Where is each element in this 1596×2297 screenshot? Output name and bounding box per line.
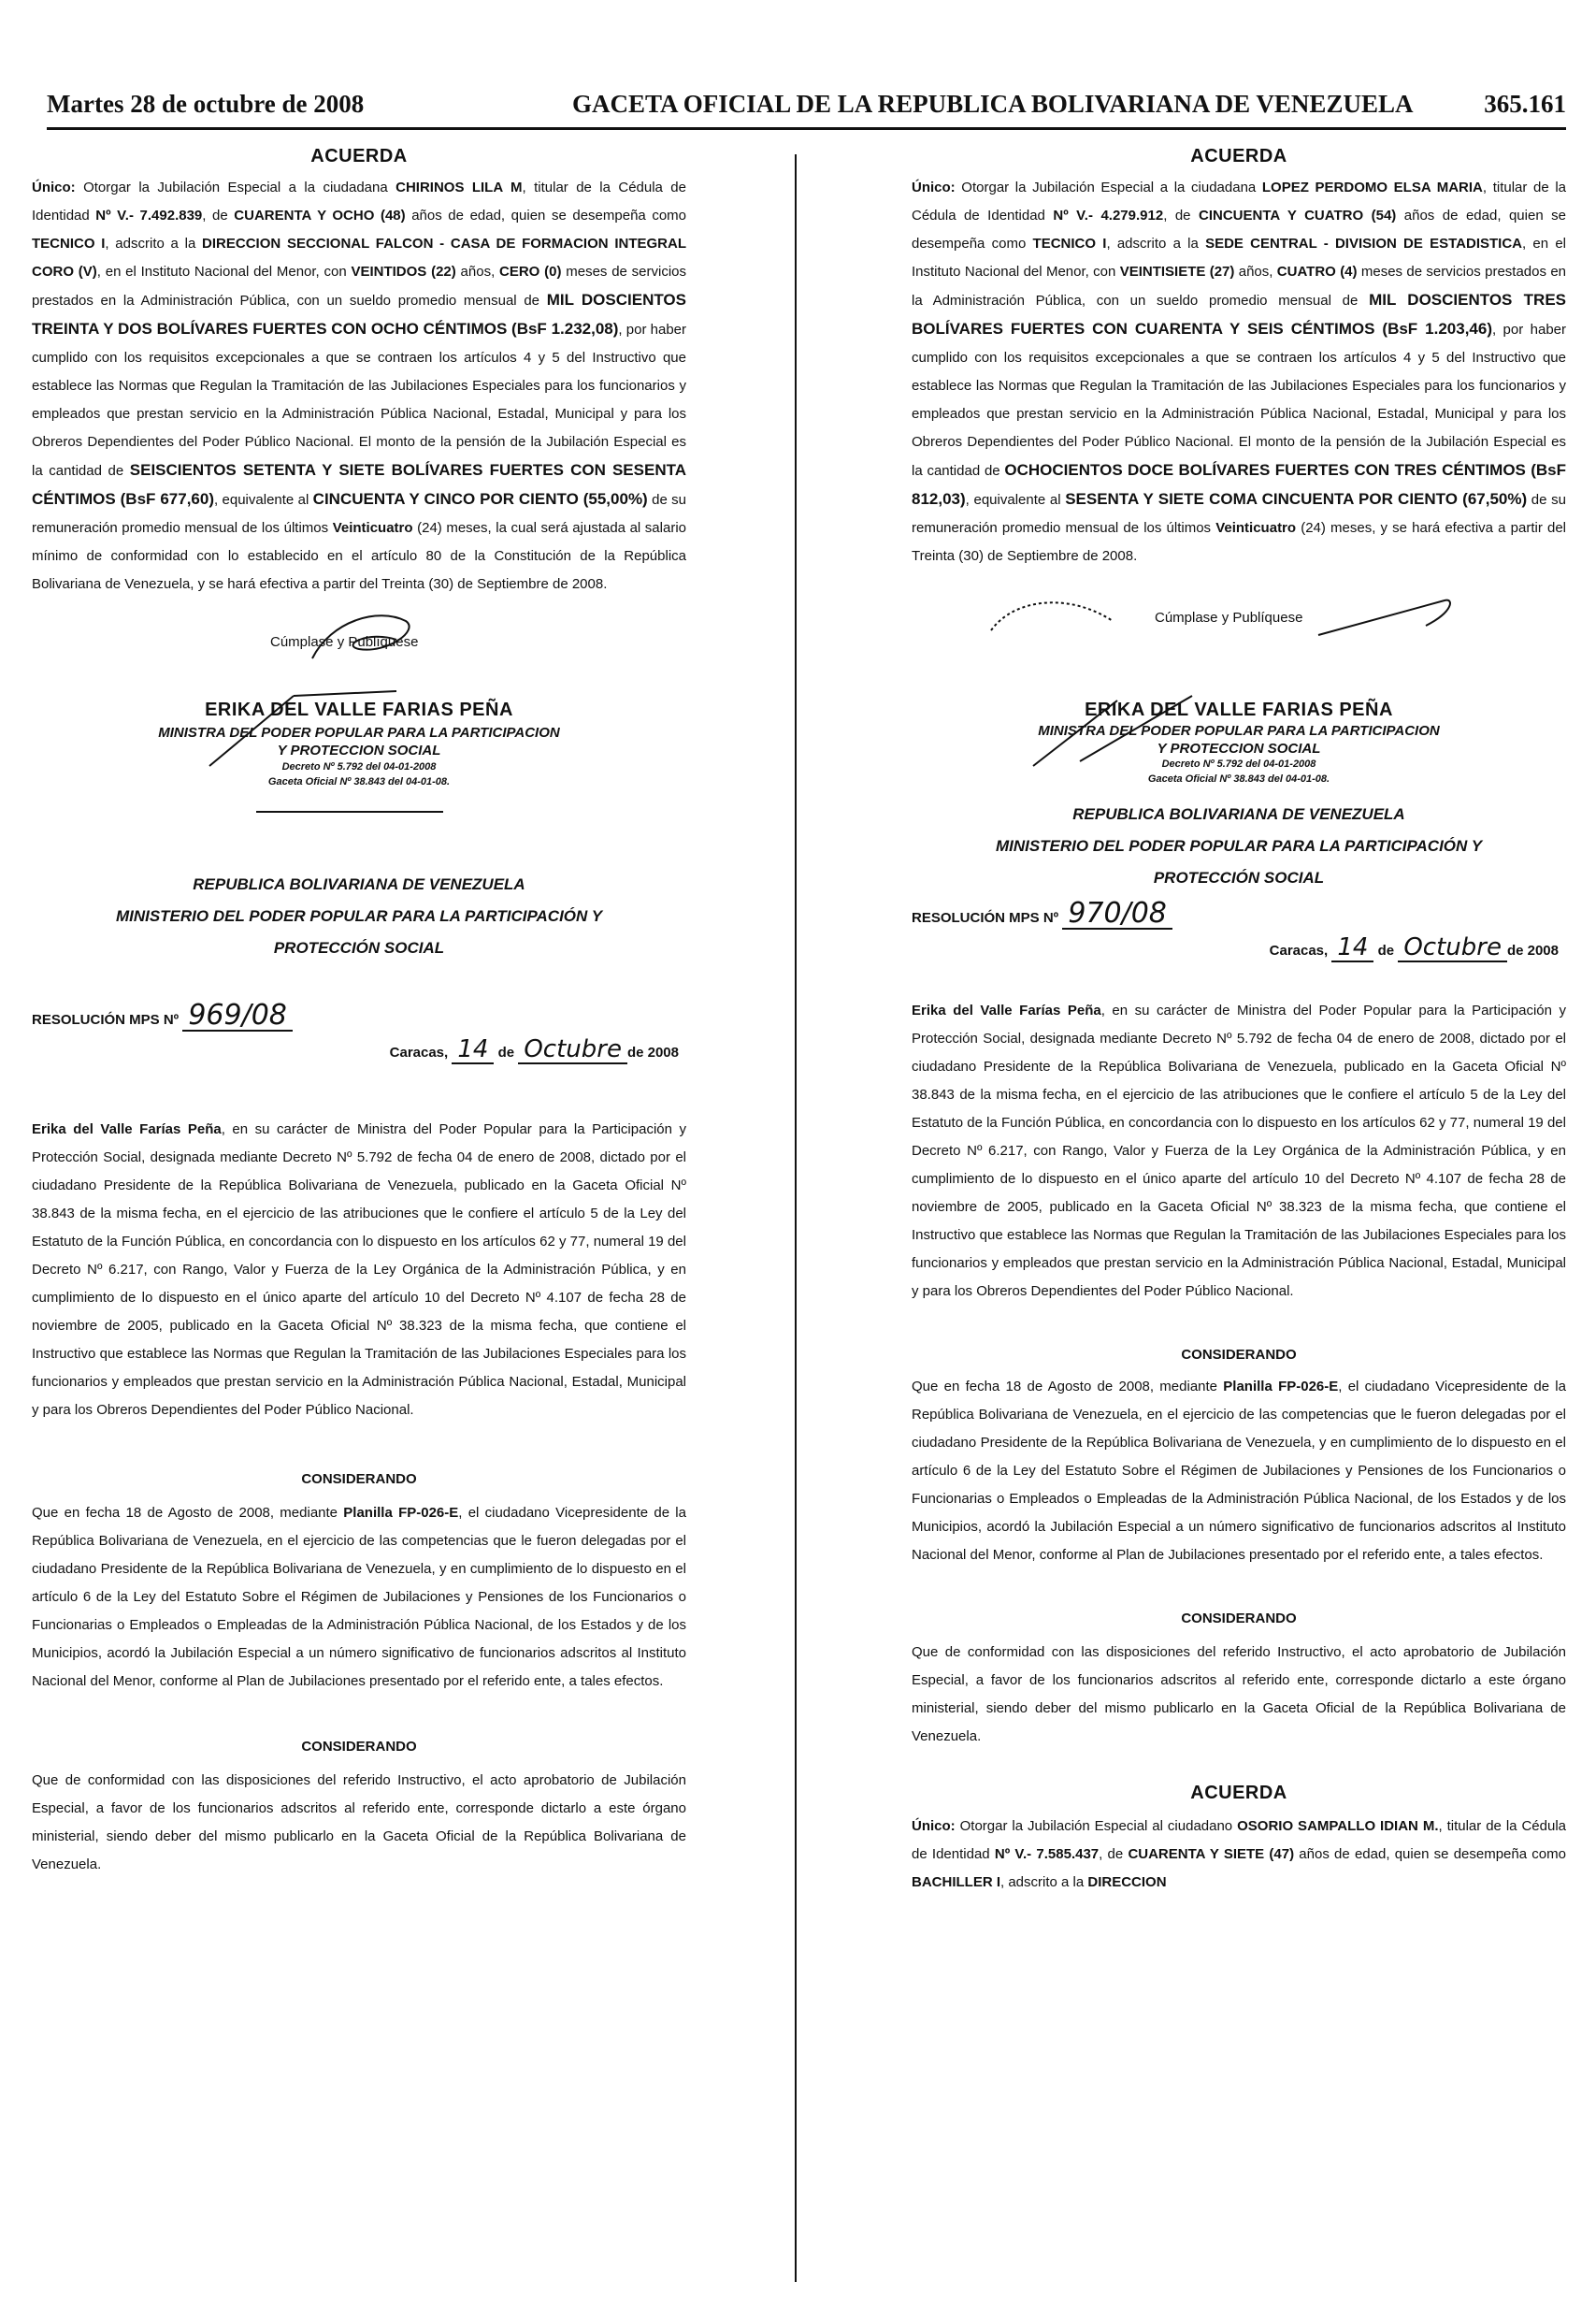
text-run: meses de servicios prestados en la Administración Pública, con un sueldo promedio mensual de	[32, 264, 687, 309]
months-word: Veinticuatro	[332, 520, 413, 536]
text-run: , en su carácter de Ministra del Poder Popular para la Participación y Protección Social, designada mediante Decreto Nº 5.792 de fecha 04 de enero de 2008, dictado por el ciudadano Presidente de la República Bolivariana de Venezuela, publicado en la Gaceta Oficial Nº 38.843 de la misma fecha, en el ejercicio de las atribuciones que le confiere el artículo 5 de la Ley del Estatuto de la Función Pública, en concordancia con lo dispuesto en los artículos 62 y 77, numeral 19 del Decreto Nº 6.217, con Rango, Valor y Fuerza de la Ley Orgánica de la Administración Pública, y en cumplimiento de lo dispuesto en el único aparte del artículo 10 del Decreto Nº 4.107 de fecha 28 de noviembre de 2005, publicado en la Gaceta Oficial Nº 38.323 de la misma fecha, que contiene el Instructivo que establece las Normas que Regulan la Tramitación de las Jubilaciones Especiales para los funcionarios y empleados que prestan servicio en la Administración Pública Nacional, Estadal, Municipal y para los Obreros Dependientes del Poder Público Nacional.	[32, 1121, 686, 1418]
text-run: años de edad, quien se desempeña como	[405, 208, 687, 224]
pension-percentage: SESENTA Y SIETE COMA CINCUENTA POR CIENTO (67,50%)	[1065, 490, 1528, 508]
text-run: , el ciudadano Vicepresidente de la República Bolivariana de Venezuela, en el ejercicio de las competencias que le fueron delegadas por el ciudadano Presidente de la República Bolivariana de Venezuela, y en cumplimiento de lo dispuesto en el artículo 6 de la Ley del Estatuto Sobre el Régimen de Jubilaciones y Pensiones de los Funcionarios o Funcionarias o Empleados o Empleadas de la Administración Pública Nacional, de los Estados y de los Municipios, acordó la Jubilación Especial a un número significativo de funcionarios adscritos al Instituto Nacional del Menor, conforme al Plan de Jubilaciones presentado por el referido ente, a tales efectos.	[912, 1379, 1566, 1563]
unico-label: Único:	[32, 180, 76, 195]
text-run: de su remuneración promedio mensual de los últimos	[32, 492, 686, 536]
republic-title: REPUBLICA BOLIVARIANA DE VENEZUELA	[193, 875, 525, 893]
unico-paragraph	[912, 174, 1566, 571]
department: DIRECCION	[1087, 1874, 1167, 1890]
column-divider	[795, 154, 797, 2282]
signature-hook-icon	[1314, 593, 1463, 640]
resolution-label: RESOLUCIÓN MPS Nº	[912, 910, 1059, 926]
average-salary: MIL DOSCIENTOS TREINTA Y DOS BOLÍVARES FUERTES CON OCHO CÉNTIMOS (BsF 1.232,08)	[32, 291, 686, 338]
unico-label: Único:	[912, 1818, 956, 1834]
text-run: de	[1377, 943, 1395, 959]
resolution-number: 970/08	[1062, 900, 1172, 930]
age: CUARENTA Y SIETE (47)	[1128, 1846, 1295, 1862]
cumplase-text: Cúmplase y Publíquese	[1155, 610, 1303, 626]
resolution-line	[912, 897, 1566, 932]
text-run: , por haber cumplido con los requisitos excepcionales a que se contraen los artículos 4 y 5 del Instructivo que establece las Normas que Regulan la Tramitación de las Jubilaciones Especiales para los funcionarios y empleados que prestan servicio en la Administración Pública Nacional, Estadal, Municipal y para los Obreros Dependientes del Poder Público Nacional. El monto de la pensión de la Jubilación Especial es la cantidad de	[912, 322, 1566, 479]
unico-paragraph-2	[912, 1813, 1566, 1897]
considerando-paragraph-1	[912, 1373, 1566, 1569]
text-run: , de	[1163, 208, 1199, 224]
date-line	[32, 1036, 686, 1067]
id-number: Nº V.- 7.585.437	[994, 1846, 1100, 1862]
signature-arc-icon	[986, 593, 1127, 640]
acuerda-heading: ACUERDA	[1190, 146, 1287, 166]
position: TECNICO I	[32, 236, 106, 252]
ministry-title: MINISTERIO DEL PODER POPULAR PARA LA PARTICIPACIÓN Y	[115, 907, 603, 925]
city-label: Caracas,	[1269, 943, 1329, 959]
text-run: (24) meses, la cual será ajustada al salario mínimo de conformidad con lo establecido en el artículo 80 de la Constitución de la República Bolivariana de Venezuela, y se hará efectiva a partir del Treinta (30) de Septiembre de 2008.	[32, 520, 686, 592]
ministry-title-2: PROTECCIÓN SOCIAL	[273, 939, 445, 957]
text-run: , titular de la Cédula de Identidad	[912, 180, 1566, 224]
planilla-ref: Planilla FP-026-E	[1223, 1379, 1339, 1394]
ministry-title: MINISTERIO DEL PODER POPULAR PARA LA PARTICIPACIÓN Y	[995, 837, 1483, 855]
months-service: CERO (0)	[499, 264, 562, 280]
text-run: meses de servicios prestados en la Administración Pública, con un sueldo promedio mensual de	[912, 264, 1567, 309]
years-service: VEINTIDOS (22)	[351, 264, 456, 280]
signer-name: ERIKA DEL VALLE FARIAS PEÑA	[1085, 700, 1393, 720]
department: DIRECCION SECCIONAL FALCON - CASA DE FORMACION INTEGRAL CORO (V)	[32, 236, 686, 280]
considerando-heading: CONSIDERANDO	[1181, 1611, 1297, 1626]
department: SEDE CENTRAL - DIVISION DE ESTADISTICA	[1205, 236, 1523, 252]
considerando-paragraph-2: Que de conformidad con las disposiciones del referido Instructivo, el acto aprobatorio de Jubilación Especial, a favor de los funcionarios adscritos al referido ente, corresponde dictarlo a este órgano ministerial, siendo deber del mismo publicarlo en la Gaceta Oficial de la República Bolivariana de Venezuela.	[32, 1772, 686, 1872]
text-run: Otorgar la Jubilación Especial a la ciudadana	[955, 180, 1262, 195]
text-run: , adscrito a la	[105, 236, 203, 252]
text-run: años,	[455, 264, 500, 280]
months-service: CUATRO (4)	[1276, 264, 1358, 280]
header-rule	[47, 127, 1566, 130]
signer-title-1: MINISTRA DEL PODER POPULAR PARA LA PARTICIPACION	[158, 725, 560, 741]
left-column	[32, 140, 686, 1879]
age: CUARENTA Y OCHO (48)	[234, 208, 406, 224]
date-day: 14	[452, 1036, 494, 1064]
text-run: , en el Instituto Nacional del Menor, con	[912, 236, 1566, 280]
text-run: , titular de la Cédula de Identidad	[912, 1818, 1566, 1862]
signature-block	[32, 610, 686, 811]
age: CINCUENTA Y CUATRO (54)	[1199, 208, 1397, 224]
considerando-paragraph-2: Que de conformidad con las disposiciones del referido Instructivo, el acto aprobatorio de Jubilación Especial, a favor de los funcionarios adscritos al referido ente, corresponde dictarlo a este órgano ministerial, siendo deber del mismo publicarlo en la Gaceta Oficial de la República Bolivariana de Venezuela.	[912, 1644, 1566, 1744]
resolution-number: 969/08	[182, 1002, 293, 1032]
text-run: años,	[1234, 264, 1277, 280]
position: TECNICO I	[1032, 236, 1107, 252]
unico-paragraph	[32, 174, 686, 599]
erika-paragraph	[32, 1116, 686, 1424]
position: BACHILLER I	[912, 1874, 1000, 1890]
beneficiary-name: CHIRINOS LILA M	[395, 180, 523, 195]
average-salary: MIL DOSCIENTOS TRES BOLÍVARES FUERTES CON CUARENTA Y SEIS CÉNTIMOS (BsF 1.203,46)	[912, 291, 1567, 338]
date-line	[912, 934, 1566, 965]
years-service: VEINTISIETE (27)	[1119, 264, 1235, 280]
gazette-title: GACETA OFICIAL DE LA REPUBLICA BOLIVARIANA DE VENEZUELA	[572, 90, 1414, 118]
considerando-heading: CONSIDERANDO	[301, 1471, 417, 1487]
minister-name: Erika del Valle Farías Peña	[32, 1121, 222, 1137]
cumplase-text: Cúmplase y Publíquese	[270, 634, 419, 650]
text-run: Otorgar la Jubilación Especial a la ciudadana	[75, 180, 396, 195]
signer-gaceta: Gaceta Oficial Nº 38.843 del 04-01-08.	[267, 776, 451, 787]
text-run: de su remuneración promedio mensual de los últimos	[912, 492, 1566, 536]
date-year: de 2008	[626, 1045, 679, 1061]
resolution-label: RESOLUCIÓN MPS Nº	[32, 1012, 180, 1028]
unico-label: Único:	[912, 180, 956, 195]
issue-date: Martes 28 de octubre de 2008	[47, 90, 365, 118]
city-label: Caracas,	[389, 1045, 449, 1061]
text-run: Que en fecha 18 de Agosto de 2008, mediante	[32, 1505, 344, 1521]
signer-decreto: Decreto Nº 5.792 del 04-01-2008	[281, 761, 437, 773]
considerando-heading: CONSIDERANDO	[301, 1739, 417, 1755]
text-run: años de edad, quien se desempeña como	[1294, 1846, 1566, 1862]
signer-title-1: MINISTRA DEL PODER POPULAR PARA LA PARTICIPACION	[1038, 723, 1440, 739]
pension-amount: SEISCIENTOS SETENTA Y SIETE BOLÍVARES FUERTES CON SESENTA CÉNTIMOS (BsF 677,60)	[32, 461, 686, 508]
text-run: , equivalente al	[214, 492, 313, 508]
right-column	[912, 140, 1566, 1897]
acuerda-heading-2: ACUERDA	[1190, 1783, 1287, 1803]
months-word: Veinticuatro	[1215, 520, 1297, 536]
pension-percentage: CINCUENTA Y CINCO POR CIENTO (55,00%)	[312, 490, 648, 508]
beneficiary-name: LOPEZ PERDOMO ELSA MARIA	[1261, 180, 1483, 195]
signer-title-2: Y PROTECCION SOCIAL	[277, 743, 441, 758]
text-run: , de	[1099, 1846, 1129, 1862]
planilla-ref: Planilla FP-026-E	[343, 1505, 459, 1521]
text-run: (24) meses, y se hará efectiva a partir del Treinta (30) de Septiembre de 2008.	[912, 520, 1566, 564]
acuerda-heading: ACUERDA	[310, 146, 408, 166]
text-run: , el ciudadano Vicepresidente de la República Bolivariana de Venezuela, en el ejercicio de las competencias que le fueron delegadas por el ciudadano Presidente de la República Bolivariana de Venezuela, y en cumplimiento de lo dispuesto en el artículo 6 de la Ley del Estatuto Sobre el Régimen de Jubilaciones y Pensiones de los Funcionarios o Funcionarias o Empleados o Empleadas de la Administración Pública Nacional, de los Estados y de los Municipios, acordó la Jubilación Especial a un número significativo de funcionarios adscritos al Instituto Nacional del Menor, conforme al Plan de Jubilaciones presentado por el referido ente, a tales efectos.	[32, 1505, 686, 1689]
text-run: , adscrito a la	[1000, 1874, 1088, 1890]
ministry-title-2: PROTECCIÓN SOCIAL	[1153, 869, 1325, 887]
text-run: Otorgar la Jubilación Especial al ciudadano	[955, 1818, 1238, 1834]
text-run: , de	[202, 208, 235, 224]
signer-title-2: Y PROTECCION SOCIAL	[1157, 741, 1321, 757]
text-run: , en el Instituto Nacional del Menor, con	[96, 264, 352, 280]
text-run: de	[497, 1045, 515, 1061]
page-header	[47, 90, 1566, 123]
republic-title: REPUBLICA BOLIVARIANA DE VENEZUELA	[1072, 805, 1405, 823]
text-run: , equivalente al	[965, 492, 1066, 508]
page-number: 365.161	[1484, 90, 1566, 118]
considerando-heading: CONSIDERANDO	[1181, 1347, 1297, 1363]
pension-amount: OCHOCIENTOS DOCE BOLÍVARES FUERTES CON TRES CÉNTIMOS (BsF 812,03)	[912, 461, 1566, 508]
beneficiary-name: OSORIO SAMPALLO IDIAN M.	[1237, 1818, 1439, 1834]
minister-name: Erika del Valle Farías Peña	[912, 1003, 1101, 1018]
signer-decreto: Decreto Nº 5.792 del 04-01-2008	[1161, 758, 1316, 770]
text-run: , titular de la Cédula de Identidad	[32, 180, 686, 224]
text-run: años de edad, quien se desempeña como	[912, 208, 1566, 252]
erika-paragraph	[912, 997, 1566, 1306]
id-number: Nº V.- 4.279.912	[1053, 208, 1164, 224]
signer-gaceta: Gaceta Oficial Nº 38.843 del 04-01-08.	[1147, 773, 1330, 785]
resolution-line	[32, 999, 686, 1034]
considerando-paragraph-1	[32, 1499, 686, 1696]
text-run: Que en fecha 18 de Agosto de 2008, mediante	[912, 1379, 1224, 1394]
date-month: Octubre	[1398, 934, 1507, 962]
text-run: , por haber cumplido con los requisitos excepcionales a que se contraen los artículos 4 y 5 del Instructivo que establece las Normas que Regulan la Tramitación de las Jubilaciones Especiales para los funcionarios y empleados que prestan servicio en la Administración Pública Nacional, Estadal, Municipal y para los Obreros Dependientes del Poder Público Nacional. El monto de la pensión de la Jubilación Especial es la cantidad de	[32, 322, 686, 479]
date-year: de 2008	[1506, 943, 1559, 959]
text-run: , en su carácter de Ministra del Poder Popular para la Participación y Protección Social, designada mediante Decreto Nº 5.792 de fecha 04 de enero de 2008, dictado por el ciudadano Presidente de la República Bolivariana de Venezuela, publicado en la Gaceta Oficial Nº 38.843 de la misma fecha, en el ejercicio de las atribuciones que le confiere el artículo 5 de la Ley del Estatuto de la Función Pública, en concordancia con lo dispuesto en los artículos 62 y 77, numeral 19 del Decreto Nº 6.217, con Rango, Valor y Fuerza de la Ley Orgánica de la Administración Pública, y en cumplimiento de lo dispuesto en el único aparte del artículo 10 del Decreto Nº 4.107 de fecha 28 de noviembre de 2005, publicado en la Gaceta Oficial Nº 38.323 de la misma fecha, que contiene el Instructivo que establece las Normas que Regulan la Tramitación de las Jubilaciones Especiales para los funcionarios y empleados que prestan servicio en la Administración Pública Nacional, Estadal, Municipal y para los Obreros Dependientes del Poder Público Nacional.	[912, 1003, 1566, 1299]
text-run: , adscrito a la	[1106, 236, 1206, 252]
id-number: Nº V.- 7.492.839	[95, 208, 203, 224]
signer-name: ERIKA DEL VALLE FARIAS PEÑA	[205, 700, 513, 720]
signature-block	[912, 593, 1566, 785]
date-day: 14	[1331, 934, 1373, 962]
date-month: Octubre	[518, 1036, 627, 1064]
